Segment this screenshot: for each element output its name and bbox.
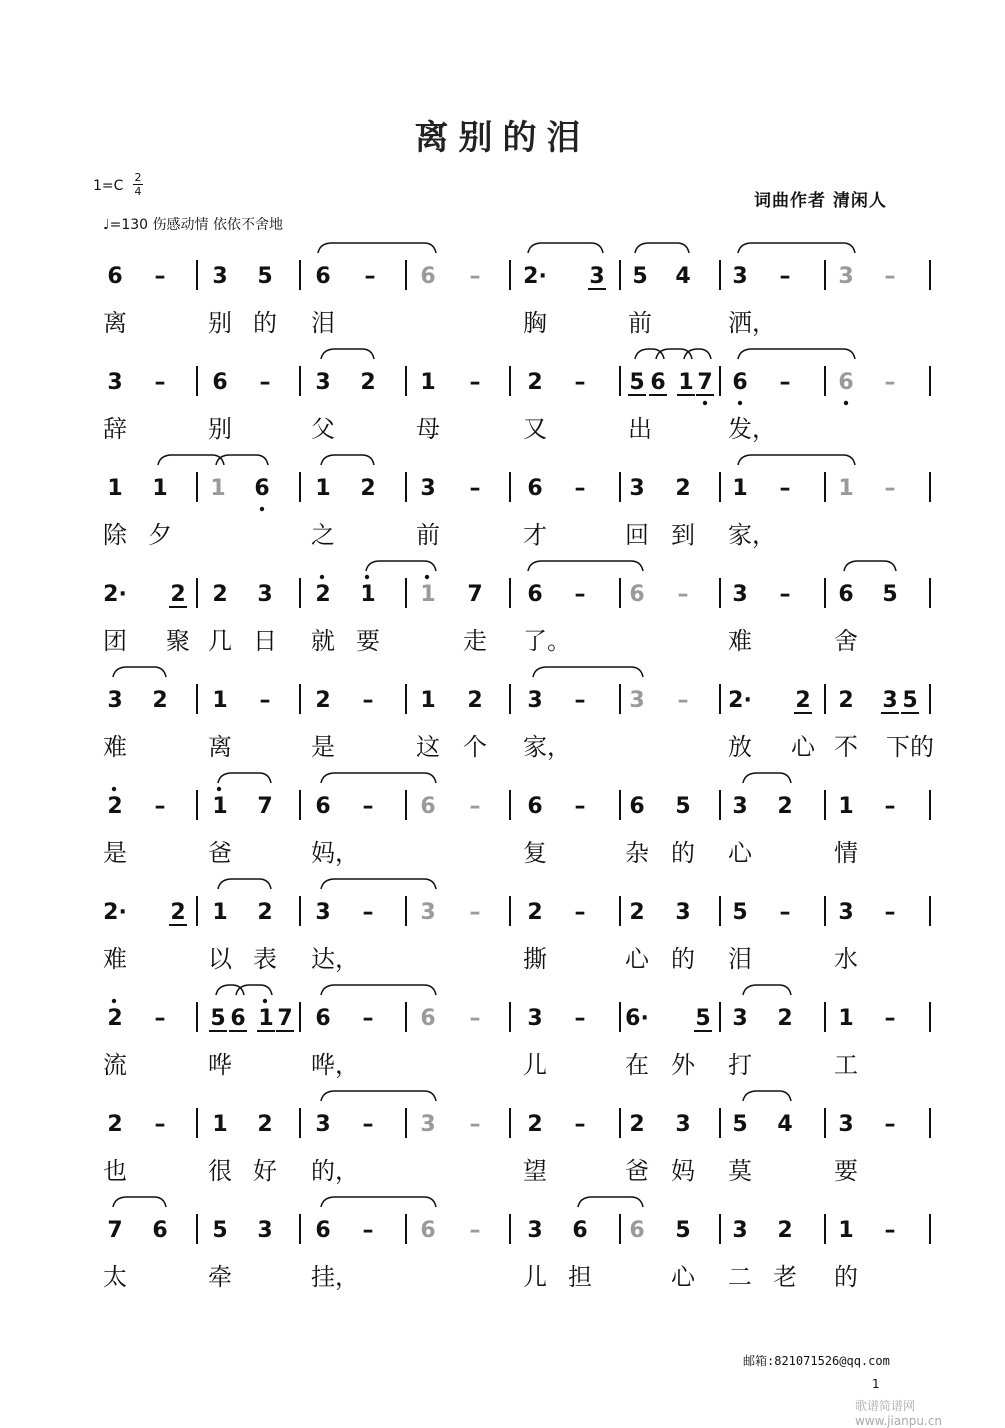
slur — [321, 773, 436, 783]
lyric: 的 — [671, 945, 695, 973]
note: 4 — [675, 264, 691, 289]
slur — [113, 667, 166, 677]
note: – — [574, 476, 586, 501]
note: – — [574, 794, 586, 819]
note: 1 — [420, 370, 436, 395]
note: – — [469, 1006, 481, 1031]
lyric: 妈 — [671, 1157, 695, 1185]
note: 6 — [732, 370, 748, 395]
note: 6 — [650, 370, 666, 395]
note: 7 — [697, 370, 713, 395]
note: – — [469, 1112, 481, 1137]
lyric: 难 — [103, 945, 127, 973]
note: 1 — [838, 476, 854, 501]
lyric: 复 — [523, 839, 547, 867]
lyric: 才 — [523, 521, 547, 549]
note: 3 — [732, 582, 748, 607]
lyric: 是 — [103, 839, 127, 867]
slur — [321, 349, 374, 359]
lyric: 发， — [728, 415, 776, 443]
note: 5 — [732, 900, 748, 925]
lyric: 这 — [416, 733, 440, 761]
note: – — [574, 1112, 586, 1137]
note: 6 — [527, 582, 543, 607]
lyric: 回 — [625, 521, 649, 549]
note: 1 — [212, 1112, 228, 1137]
note: 2 — [257, 900, 273, 925]
note: 3 — [838, 1112, 854, 1137]
note: – — [779, 582, 791, 607]
lyric: 了。 — [523, 627, 571, 655]
lyric: 也 — [103, 1157, 127, 1185]
note: 3 — [212, 264, 228, 289]
note: – — [574, 582, 586, 607]
note: 5 — [210, 1006, 226, 1031]
note: 4 — [777, 1112, 793, 1137]
note: 1 — [212, 900, 228, 925]
note: 1 — [360, 582, 376, 607]
time-signature-bottom: 4 — [134, 185, 142, 198]
octave-dot-high — [112, 999, 116, 1003]
note: 6 — [420, 1218, 436, 1243]
note: 6 — [629, 794, 645, 819]
note: – — [469, 794, 481, 819]
slur — [738, 243, 855, 253]
lyric: 别 — [208, 415, 232, 443]
slur — [743, 985, 791, 995]
note: 3 — [527, 688, 543, 713]
note: 6 — [527, 794, 543, 819]
note: 3 — [420, 476, 436, 501]
slur — [684, 349, 711, 359]
lyric: 到 — [671, 521, 695, 549]
lyric: 难 — [103, 733, 127, 761]
note: 2· — [103, 582, 127, 607]
lyric: 是 — [311, 733, 335, 761]
lyric: 就 — [311, 627, 335, 655]
note: – — [154, 1112, 166, 1137]
note: 2 — [257, 1112, 273, 1137]
lyric: 哗 — [208, 1051, 232, 1079]
note: 5 — [695, 1006, 711, 1031]
lyric: 夕 — [148, 521, 172, 549]
note: 6 — [629, 582, 645, 607]
slur — [321, 1197, 436, 1207]
note: 2· — [103, 900, 127, 925]
note: – — [362, 794, 374, 819]
note: 6 — [212, 370, 228, 395]
note: 2 — [315, 688, 331, 713]
lyric: 牵 — [208, 1263, 232, 1291]
lyric: 撕 — [523, 945, 547, 973]
octave-dot-high — [365, 575, 369, 579]
note: 3 — [838, 264, 854, 289]
note: – — [362, 1112, 374, 1137]
author-credit: 词曲作者 清闲人 — [754, 191, 887, 211]
note: – — [362, 1218, 374, 1243]
lyric: 又 — [523, 415, 547, 443]
lyric: 辞 — [103, 415, 127, 443]
note: 6 — [629, 1218, 645, 1243]
note: – — [362, 900, 374, 925]
note: 6· — [625, 1006, 649, 1031]
lyric: 在 — [625, 1051, 649, 1079]
note: 2 — [107, 794, 123, 819]
note: 2 — [629, 900, 645, 925]
note: 3 — [527, 1006, 543, 1031]
slur — [218, 879, 271, 889]
note: 2 — [675, 476, 691, 501]
octave-dot-low — [260, 507, 264, 511]
note: 6 — [420, 1006, 436, 1031]
lyric: 以 — [208, 945, 232, 973]
lyric: 情 — [834, 839, 858, 867]
lyric: 的， — [311, 1157, 359, 1185]
lyric: 除 — [103, 521, 127, 549]
note: 5 — [732, 1112, 748, 1137]
tempo-marking: ♩=130 伤感动情 依依不舍地 — [103, 217, 283, 233]
note: 3 — [315, 1112, 331, 1137]
note: 2 — [777, 794, 793, 819]
note: – — [259, 370, 271, 395]
lyric: 表 — [253, 945, 277, 973]
slur — [738, 455, 855, 465]
octave-dot-low — [703, 401, 707, 405]
note: – — [469, 476, 481, 501]
note: 6 — [420, 264, 436, 289]
lyric: 舍 — [834, 627, 858, 655]
note: – — [884, 370, 896, 395]
lyric: 个 — [463, 733, 487, 761]
note: 3 — [629, 688, 645, 713]
octave-dot-high — [263, 999, 267, 1003]
lyric: 爸 — [625, 1157, 649, 1185]
note: 3 — [675, 900, 691, 925]
note: 6 — [838, 582, 854, 607]
note: – — [469, 264, 481, 289]
lyric: 水 — [834, 945, 858, 973]
lyric: 之 — [311, 521, 335, 549]
lyric: 儿 — [523, 1051, 547, 1079]
lyric: 离 — [208, 733, 232, 761]
lyric: 杂 — [625, 839, 649, 867]
note: – — [884, 476, 896, 501]
note: – — [154, 1006, 166, 1031]
octave-dot-high — [217, 787, 221, 791]
note: 2 — [360, 370, 376, 395]
note: – — [884, 1112, 896, 1137]
note: 7 — [467, 582, 483, 607]
lyric: 下的 — [886, 733, 934, 761]
lyric: 几 — [208, 627, 232, 655]
note: 6 — [315, 794, 331, 819]
note: 5 — [675, 1218, 691, 1243]
note: 1 — [258, 1006, 274, 1031]
lyric: 心 — [791, 733, 815, 761]
slur — [738, 349, 855, 359]
note: 3 — [589, 264, 605, 289]
note: 2 — [315, 582, 331, 607]
lyric: 老 — [773, 1263, 797, 1291]
octave-dot-low — [844, 401, 848, 405]
slur — [743, 1091, 791, 1101]
slur — [218, 773, 271, 783]
lyric: 洒， — [728, 309, 776, 337]
contact-email: 邮箱:821071526@qq.com — [743, 1354, 890, 1368]
note: – — [574, 370, 586, 395]
note: – — [884, 264, 896, 289]
lyric: 的 — [253, 309, 277, 337]
note: – — [259, 688, 271, 713]
note: 2 — [467, 688, 483, 713]
note: 6 — [315, 264, 331, 289]
lyric: 泪 — [311, 309, 335, 337]
note: – — [884, 1218, 896, 1243]
note: – — [469, 370, 481, 395]
lyric: 哗， — [311, 1051, 359, 1079]
slur — [844, 561, 896, 571]
note: 2 — [838, 688, 854, 713]
lyric: 家， — [523, 733, 571, 761]
lyric: 心 — [671, 1263, 695, 1291]
note: – — [884, 900, 896, 925]
lyric: 离 — [103, 309, 127, 337]
note: 7 — [257, 794, 273, 819]
slur — [321, 1091, 436, 1101]
note: 2 — [170, 582, 186, 607]
note: 6 — [420, 794, 436, 819]
note: – — [779, 476, 791, 501]
note: 1 — [678, 370, 694, 395]
lyric: 要 — [356, 627, 380, 655]
note: 2 — [152, 688, 168, 713]
note: – — [574, 688, 586, 713]
octave-dot-high — [320, 575, 324, 579]
time-signature-top: 2 — [134, 171, 142, 184]
lyric: 的 — [834, 1263, 858, 1291]
note: – — [154, 264, 166, 289]
lyric: 家， — [728, 521, 776, 549]
note: 2· — [728, 688, 752, 713]
note: 2 — [629, 1112, 645, 1137]
lyric: 放 — [728, 733, 752, 761]
note: 1 — [420, 582, 436, 607]
note: 2 — [527, 900, 543, 925]
slur — [216, 985, 244, 995]
note: 2 — [360, 476, 376, 501]
note: 5 — [632, 264, 648, 289]
lyric: 望 — [523, 1157, 547, 1185]
note: – — [469, 1218, 481, 1243]
slur — [366, 561, 436, 571]
note: – — [677, 688, 689, 713]
note: 1 — [152, 476, 168, 501]
slur — [743, 773, 791, 783]
watermark: 歌谱简谱网 www.jianpu.cn — [855, 1399, 943, 1428]
key-signature: 1=C — [93, 178, 124, 194]
note: – — [362, 1006, 374, 1031]
note: 6 — [527, 476, 543, 501]
lyric: 打 — [728, 1051, 752, 1079]
note: 3 — [107, 688, 123, 713]
lyric: 外 — [671, 1051, 695, 1079]
lyric: 达， — [311, 945, 359, 973]
slur — [528, 243, 603, 253]
lyric: 心 — [728, 839, 752, 867]
note: 3 — [315, 370, 331, 395]
note: 1 — [420, 688, 436, 713]
lyric: 太 — [103, 1263, 127, 1291]
note: – — [677, 582, 689, 607]
note: 1 — [315, 476, 331, 501]
note: 6 — [254, 476, 270, 501]
note: – — [779, 900, 791, 925]
note: 2 — [107, 1006, 123, 1031]
note: – — [574, 1006, 586, 1031]
note: 2 — [795, 688, 811, 713]
slur — [635, 349, 664, 359]
note: 3 — [732, 264, 748, 289]
note: 3 — [882, 688, 898, 713]
note: 1 — [210, 476, 226, 501]
lyric: 聚 — [166, 627, 190, 655]
slur — [578, 1197, 643, 1207]
lyric: 的 — [671, 839, 695, 867]
note: 3 — [629, 476, 645, 501]
slur — [635, 243, 689, 253]
note: 3 — [675, 1112, 691, 1137]
note: 7 — [107, 1218, 123, 1243]
lyric: 出 — [628, 415, 652, 443]
lyric: 团 — [103, 627, 127, 655]
note: 3 — [420, 1112, 436, 1137]
lyric: 很 — [208, 1157, 232, 1185]
note: – — [884, 1006, 896, 1031]
note: 6 — [315, 1006, 331, 1031]
note: 3 — [732, 794, 748, 819]
note: 6 — [152, 1218, 168, 1243]
octave-dot-high — [112, 787, 116, 791]
note: 2 — [777, 1006, 793, 1031]
lyric: 爸 — [208, 839, 232, 867]
note: 2 — [212, 582, 228, 607]
note: 6 — [572, 1218, 588, 1243]
lyric: 父 — [311, 415, 335, 443]
note: 2 — [777, 1218, 793, 1243]
slur — [528, 561, 643, 571]
note: – — [779, 370, 791, 395]
slur — [113, 1197, 166, 1207]
slur — [318, 243, 436, 253]
slur — [321, 879, 436, 889]
note: – — [779, 264, 791, 289]
lyric: 心 — [625, 945, 649, 973]
lyric: 妈， — [311, 839, 359, 867]
note: 3 — [732, 1006, 748, 1031]
lyric: 难 — [728, 627, 752, 655]
lyric: 泪 — [728, 945, 752, 973]
note: 1 — [212, 688, 228, 713]
note: 1 — [838, 794, 854, 819]
note: 3 — [257, 582, 273, 607]
lyric: 莫 — [728, 1157, 752, 1185]
lyric: 胸 — [523, 309, 547, 337]
note: 6 — [838, 370, 854, 395]
note: – — [884, 794, 896, 819]
note: 1 — [838, 1218, 854, 1243]
note: 2· — [523, 264, 547, 289]
note: 3 — [420, 900, 436, 925]
note: 1 — [107, 476, 123, 501]
lyric: 担 — [568, 1263, 592, 1291]
note: – — [364, 264, 376, 289]
note: 2 — [527, 370, 543, 395]
note: 5 — [882, 582, 898, 607]
note: – — [362, 688, 374, 713]
lyric: 工 — [834, 1051, 858, 1079]
lyric: 流 — [103, 1051, 127, 1079]
lyric: 走 — [463, 627, 487, 655]
note: 6 — [230, 1006, 246, 1031]
lyric: 好 — [253, 1157, 277, 1185]
note: 2 — [170, 900, 186, 925]
lyric: 前 — [628, 309, 652, 337]
note: 5 — [629, 370, 645, 395]
slur — [321, 985, 436, 995]
note: – — [574, 900, 586, 925]
lyric: 挂， — [311, 1263, 359, 1291]
lyric: 日 — [253, 627, 277, 655]
note: 6 — [315, 1218, 331, 1243]
note: – — [154, 794, 166, 819]
note: 5 — [675, 794, 691, 819]
lyric: 儿 — [523, 1263, 547, 1291]
note: 3 — [257, 1218, 273, 1243]
note: 7 — [277, 1006, 293, 1031]
slur — [533, 667, 643, 677]
note: 1 — [838, 1006, 854, 1031]
lyric: 不 — [834, 733, 858, 761]
song-title: 离别的泪 — [414, 118, 591, 158]
page-number: 1 — [872, 1377, 880, 1391]
octave-dot-low — [738, 401, 742, 405]
note: 3 — [315, 900, 331, 925]
octave-dot-high — [425, 575, 429, 579]
note: 1 — [212, 794, 228, 819]
note: 3 — [107, 370, 123, 395]
lyric: 母 — [416, 415, 440, 443]
lyric: 别 — [208, 309, 232, 337]
note: 3 — [732, 1218, 748, 1243]
note: 3 — [838, 900, 854, 925]
note: 2 — [527, 1112, 543, 1137]
note: – — [154, 370, 166, 395]
note: 6 — [107, 264, 123, 289]
note: – — [469, 900, 481, 925]
lyric: 前 — [416, 521, 440, 549]
lyric: 二 — [728, 1263, 752, 1291]
slur — [321, 455, 374, 465]
slur — [158, 455, 224, 465]
note: 5 — [212, 1218, 228, 1243]
note: 1 — [732, 476, 748, 501]
note: 5 — [257, 264, 273, 289]
note: 3 — [527, 1218, 543, 1243]
note: 2 — [107, 1112, 123, 1137]
lyric: 要 — [834, 1157, 858, 1185]
note: 5 — [902, 688, 918, 713]
